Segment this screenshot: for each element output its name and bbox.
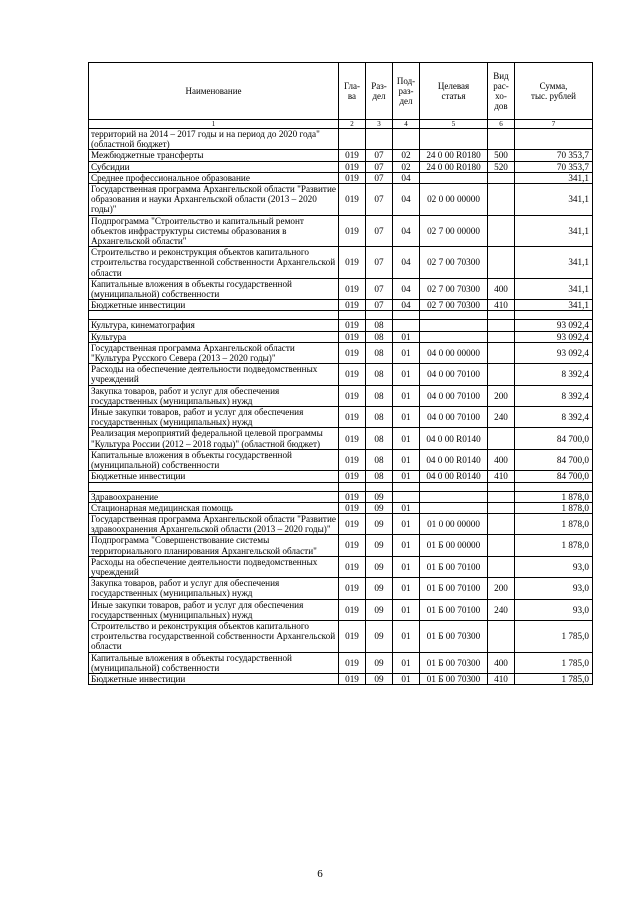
cell-target-article: 04 0 00 70100	[420, 385, 488, 406]
cell-glava: 019	[339, 652, 366, 673]
cell-expense-type	[488, 556, 515, 577]
cell-expense-type	[488, 502, 515, 513]
cell-glava: 019	[339, 407, 366, 428]
cell-razdel: 07	[366, 172, 393, 183]
cell-target-article	[420, 129, 488, 150]
cell-amount: 1 878,0	[515, 535, 593, 556]
cell-amount: 84 700,0	[515, 471, 593, 482]
column-number-row	[89, 120, 593, 129]
cell-amount: 93,0	[515, 578, 593, 599]
cell-expense-type	[488, 342, 515, 363]
table-row	[89, 513, 593, 534]
column-number: 6	[488, 120, 515, 129]
cell-expense-type: 240	[488, 407, 515, 428]
table-row	[89, 300, 593, 311]
cell-razdel: 07	[366, 300, 393, 311]
cell-amount: 1 785,0	[515, 673, 593, 684]
cell-expense-type	[488, 215, 515, 247]
page-number: 6	[317, 868, 323, 880]
cell-name: Строительство и реконструкция объектов капитального строительства государственной собственности Архангельской области	[89, 620, 339, 652]
cell-amount: 341,1	[515, 215, 593, 247]
cell-name: Государственная программа Архангельской области "Развитие образования и науки Архангельской области (2013 – 2020 годы)"	[89, 184, 339, 216]
cell-expense-type	[488, 172, 515, 183]
cell-target-article: 01 0 00 00000	[420, 513, 488, 534]
cell-glava: 019	[339, 215, 366, 247]
cell-amount: 84 700,0	[515, 428, 593, 449]
cell-name: Капитальные вложения в объекты государственной (муниципальной) собственности	[89, 278, 339, 299]
empty-cell	[515, 311, 593, 320]
column-number: 7	[515, 120, 593, 129]
cell-podrazdel: 02	[393, 161, 420, 172]
cell-amount: 1 785,0	[515, 620, 593, 652]
cell-expense-type	[488, 364, 515, 385]
cell-glava: 019	[339, 364, 366, 385]
header-glava: Гла- ва	[339, 63, 366, 120]
table-row	[89, 215, 593, 247]
cell-podrazdel: 04	[393, 172, 420, 183]
cell-name: Иные закупки товаров, работ и услуг для обеспечения государственных (муниципальных) нужд	[89, 407, 339, 428]
cell-podrazdel: 04	[393, 184, 420, 216]
table-row	[89, 172, 593, 183]
cell-target-article: 01 Б 00 70300	[420, 620, 488, 652]
cell-glava: 019	[339, 491, 366, 502]
cell-razdel: 09	[366, 556, 393, 577]
empty-cell	[366, 311, 393, 320]
table-row	[89, 491, 593, 502]
empty-cell	[339, 311, 366, 320]
cell-podrazdel: 01	[393, 599, 420, 620]
cell-expense-type	[488, 535, 515, 556]
cell-razdel: 09	[366, 502, 393, 513]
cell-amount: 1 878,0	[515, 502, 593, 513]
cell-target-article: 04 0 00 70100	[420, 364, 488, 385]
cell-razdel: 07	[366, 150, 393, 161]
cell-name: Реализация мероприятий федеральной целевой программы "Культура России (2012 – 2018 годы)" (областной бюджет)	[89, 428, 339, 449]
cell-target-article: 01 Б 00 70300	[420, 673, 488, 684]
cell-expense-type	[488, 184, 515, 216]
cell-glava: 019	[339, 449, 366, 470]
cell-expense-type: 500	[488, 150, 515, 161]
cell-name: Подпрограмма "Строительство и капитальный ремонт объектов инфраструктуры системы образования в Архангельской области"	[89, 215, 339, 247]
cell-target-article: 02 0 00 00000	[420, 184, 488, 216]
cell-name: Государственная программа Архангельской области "Развитие здравоохранения Архангельской области (2013 – 2020 годы)"	[89, 513, 339, 534]
cell-name: Здравоохранение	[89, 491, 339, 502]
cell-razdel: 07	[366, 247, 393, 279]
cell-name: Подпрограмма "Совершенствование системы территориального планирования Архангельской области"	[89, 535, 339, 556]
cell-expense-type: 410	[488, 673, 515, 684]
header-razdel: Раз- дел	[366, 63, 393, 120]
cell-glava: 019	[339, 150, 366, 161]
cell-amount: 1 878,0	[515, 513, 593, 534]
cell-name: Капитальные вложения в объекты государственной (муниципальной) собственности	[89, 652, 339, 673]
cell-glava: 019	[339, 535, 366, 556]
cell-name: Государственная программа Архангельской области "Культура Русского Севера (2013 – 2020 годы)"	[89, 342, 339, 363]
cell-target-article: 02 7 00 70300	[420, 300, 488, 311]
cell-name: Иные закупки товаров, работ и услуг для обеспечения государственных (муниципальных) нужд	[89, 599, 339, 620]
cell-razdel	[366, 129, 393, 150]
cell-amount: 1 785,0	[515, 652, 593, 673]
cell-glava: 019	[339, 471, 366, 482]
cell-razdel: 08	[366, 428, 393, 449]
cell-target-article	[420, 331, 488, 342]
cell-razdel: 08	[366, 471, 393, 482]
table-row	[89, 161, 593, 172]
cell-razdel: 08	[366, 331, 393, 342]
cell-target-article: 01 Б 00 00000	[420, 535, 488, 556]
cell-amount: 341,1	[515, 300, 593, 311]
cell-amount: 93 092,4	[515, 331, 593, 342]
cell-glava: 019	[339, 599, 366, 620]
cell-expense-type	[488, 247, 515, 279]
cell-podrazdel: 01	[393, 364, 420, 385]
cell-name: Стационарная медицинская помощь	[89, 502, 339, 513]
cell-razdel: 07	[366, 278, 393, 299]
cell-glava: 019	[339, 184, 366, 216]
cell-target-article: 02 7 00 00000	[420, 215, 488, 247]
cell-razdel: 09	[366, 578, 393, 599]
cell-glava: 019	[339, 428, 366, 449]
cell-target-article: 24 0 00 R0180	[420, 161, 488, 172]
cell-name: Закупка товаров, работ и услуг для обеспечения государственных (муниципальных) нужд	[89, 578, 339, 599]
empty-cell	[89, 311, 339, 320]
cell-podrazdel: 02	[393, 150, 420, 161]
cell-podrazdel: 01	[393, 502, 420, 513]
cell-glava: 019	[339, 342, 366, 363]
cell-target-article: 04 0 00 R0140	[420, 428, 488, 449]
cell-target-article: 02 7 00 70300	[420, 247, 488, 279]
cell-glava	[339, 129, 366, 150]
cell-glava: 019	[339, 320, 366, 331]
header-sum: Сумма, тыс. рублей	[515, 63, 593, 120]
cell-podrazdel: 01	[393, 652, 420, 673]
cell-name: Бюджетные инвестиции	[89, 471, 339, 482]
cell-name: Закупка товаров, работ и услуг для обеспечения государственных (муниципальных) нужд	[89, 385, 339, 406]
cell-glava: 019	[339, 578, 366, 599]
cell-target-article: 01 Б 00 70300	[420, 652, 488, 673]
cell-razdel: 08	[366, 364, 393, 385]
table-row	[89, 599, 593, 620]
table-row	[89, 385, 593, 406]
cell-amount: 8 392,4	[515, 364, 593, 385]
header-podrazdel: Под- раз- дел	[393, 63, 420, 120]
cell-expense-type	[488, 428, 515, 449]
cell-expense-type	[488, 320, 515, 331]
cell-name: Межбюджетные трансферты	[89, 150, 339, 161]
cell-amount: 93,0	[515, 556, 593, 577]
cell-razdel: 08	[366, 449, 393, 470]
table-row	[89, 278, 593, 299]
cell-razdel: 09	[366, 491, 393, 502]
cell-amount: 341,1	[515, 184, 593, 216]
cell-amount: 84 700,0	[515, 449, 593, 470]
cell-podrazdel	[393, 320, 420, 331]
header-row	[89, 63, 593, 120]
cell-podrazdel: 01	[393, 620, 420, 652]
cell-glava: 019	[339, 247, 366, 279]
cell-name: Субсидии	[89, 161, 339, 172]
cell-amount: 70 353,7	[515, 150, 593, 161]
cell-amount: 93,0	[515, 599, 593, 620]
table-row	[89, 331, 593, 342]
column-number: 3	[366, 120, 393, 129]
cell-podrazdel: 04	[393, 215, 420, 247]
cell-razdel: 09	[366, 535, 393, 556]
empty-cell	[89, 482, 339, 491]
empty-cell	[393, 311, 420, 320]
table-row	[89, 673, 593, 684]
table-row	[89, 129, 593, 150]
cell-podrazdel: 01	[393, 513, 420, 534]
cell-target-article: 04 0 00 00000	[420, 342, 488, 363]
cell-name: Расходы на обеспечение деятельности подведомственных учреждений	[89, 556, 339, 577]
empty-cell	[488, 482, 515, 491]
cell-glava: 019	[339, 331, 366, 342]
cell-glava: 019	[339, 161, 366, 172]
cell-podrazdel	[393, 491, 420, 502]
cell-podrazdel: 01	[393, 449, 420, 470]
cell-expense-type: 200	[488, 385, 515, 406]
budget-table	[88, 62, 593, 685]
cell-target-article: 01 Б 00 70100	[420, 599, 488, 620]
cell-target-article: 04 0 00 R0140	[420, 471, 488, 482]
cell-expense-type	[488, 491, 515, 502]
header-target: Целевая статья	[420, 63, 488, 120]
cell-target-article: 01 Б 00 70100	[420, 578, 488, 599]
cell-podrazdel: 04	[393, 247, 420, 279]
cell-glava: 019	[339, 673, 366, 684]
cell-razdel: 09	[366, 513, 393, 534]
cell-razdel: 09	[366, 652, 393, 673]
cell-name: Культура, кинематография	[89, 320, 339, 331]
table-row	[89, 556, 593, 577]
cell-amount	[515, 129, 593, 150]
empty-cell	[366, 482, 393, 491]
cell-glava: 019	[339, 278, 366, 299]
cell-razdel: 09	[366, 599, 393, 620]
table-row	[89, 184, 593, 216]
cell-name: Расходы на обеспечение деятельности подведомственных учреждений	[89, 364, 339, 385]
cell-name: Строительство и реконструкция объектов капитального строительства государственной собственности Архангельской области	[89, 247, 339, 279]
cell-amount: 93 092,4	[515, 320, 593, 331]
cell-podrazdel: 04	[393, 278, 420, 299]
table-row	[89, 652, 593, 673]
cell-razdel: 08	[366, 320, 393, 331]
table-row	[89, 150, 593, 161]
table-row	[89, 342, 593, 363]
cell-expense-type: 240	[488, 599, 515, 620]
empty-cell	[339, 482, 366, 491]
cell-expense-type: 520	[488, 161, 515, 172]
cell-podrazdel: 04	[393, 300, 420, 311]
empty-cell	[420, 482, 488, 491]
cell-target-article: 04 0 00 70100	[420, 407, 488, 428]
table-row	[89, 449, 593, 470]
cell-glava: 019	[339, 300, 366, 311]
cell-podrazdel: 01	[393, 331, 420, 342]
cell-expense-type	[488, 513, 515, 534]
column-number: 2	[339, 120, 366, 129]
table-header	[89, 63, 593, 129]
cell-razdel: 09	[366, 620, 393, 652]
cell-target-article	[420, 172, 488, 183]
cell-amount: 1 878,0	[515, 491, 593, 502]
cell-name: Бюджетные инвестиции	[89, 673, 339, 684]
cell-podrazdel	[393, 129, 420, 150]
cell-podrazdel: 01	[393, 535, 420, 556]
cell-target-article	[420, 502, 488, 513]
cell-podrazdel: 01	[393, 342, 420, 363]
cell-podrazdel: 01	[393, 407, 420, 428]
cell-podrazdel: 01	[393, 428, 420, 449]
cell-name: Капитальные вложения в объекты государственной (муниципальной) собственности	[89, 449, 339, 470]
table-row	[89, 502, 593, 513]
cell-podrazdel: 01	[393, 556, 420, 577]
budget-table-container	[88, 62, 592, 685]
cell-razdel: 07	[366, 215, 393, 247]
cell-target-article: 01 Б 00 70100	[420, 556, 488, 577]
cell-target-article	[420, 491, 488, 502]
cell-amount: 8 392,4	[515, 407, 593, 428]
cell-podrazdel: 01	[393, 673, 420, 684]
empty-cell	[393, 482, 420, 491]
table-row	[89, 407, 593, 428]
cell-expense-type: 410	[488, 300, 515, 311]
column-number: 4	[393, 120, 420, 129]
cell-target-article	[420, 320, 488, 331]
cell-podrazdel: 01	[393, 385, 420, 406]
cell-podrazdel: 01	[393, 471, 420, 482]
cell-razdel: 08	[366, 385, 393, 406]
cell-glava: 019	[339, 502, 366, 513]
empty-cell	[515, 482, 593, 491]
cell-name: территорий на 2014 – 2017 годы и на период до 2020 года" (областной бюджет)	[89, 129, 339, 150]
cell-glava: 019	[339, 513, 366, 534]
cell-razdel: 09	[366, 673, 393, 684]
cell-expense-type: 410	[488, 471, 515, 482]
cell-razdel: 07	[366, 161, 393, 172]
cell-podrazdel: 01	[393, 578, 420, 599]
column-number: 1	[89, 120, 339, 129]
cell-expense-type: 200	[488, 578, 515, 599]
table-body	[89, 129, 593, 685]
cell-expense-type	[488, 620, 515, 652]
cell-razdel: 07	[366, 184, 393, 216]
table-row	[89, 364, 593, 385]
cell-name: Бюджетные инвестиции	[89, 300, 339, 311]
table-row	[89, 471, 593, 482]
cell-amount: 93 092,4	[515, 342, 593, 363]
cell-amount: 341,1	[515, 247, 593, 279]
cell-razdel: 08	[366, 342, 393, 363]
cell-razdel: 08	[366, 407, 393, 428]
table-row	[89, 620, 593, 652]
empty-cell	[488, 311, 515, 320]
cell-target-article: 04 0 00 R0140	[420, 449, 488, 470]
table-row	[89, 320, 593, 331]
column-number: 5	[420, 120, 488, 129]
cell-amount: 341,1	[515, 278, 593, 299]
cell-amount: 8 392,4	[515, 385, 593, 406]
table-row	[89, 428, 593, 449]
header-name: Наименование	[89, 63, 339, 120]
cell-expense-type	[488, 129, 515, 150]
cell-glava: 019	[339, 172, 366, 183]
cell-expense-type: 400	[488, 449, 515, 470]
cell-amount: 70 353,7	[515, 161, 593, 172]
cell-name: Среднее профессиональное образование	[89, 172, 339, 183]
header-vid: Вид рас- хо- дов	[488, 63, 515, 120]
cell-expense-type: 400	[488, 278, 515, 299]
table-spacer-row	[89, 482, 593, 491]
cell-expense-type	[488, 331, 515, 342]
cell-target-article: 24 0 00 R0180	[420, 150, 488, 161]
cell-target-article: 02 7 00 70300	[420, 278, 488, 299]
table-row	[89, 578, 593, 599]
table-spacer-row	[89, 311, 593, 320]
cell-glava: 019	[339, 556, 366, 577]
cell-glava: 019	[339, 385, 366, 406]
cell-glava: 019	[339, 620, 366, 652]
cell-name: Культура	[89, 331, 339, 342]
cell-amount: 341,1	[515, 172, 593, 183]
table-row	[89, 535, 593, 556]
cell-expense-type: 400	[488, 652, 515, 673]
table-row	[89, 247, 593, 279]
empty-cell	[420, 311, 488, 320]
